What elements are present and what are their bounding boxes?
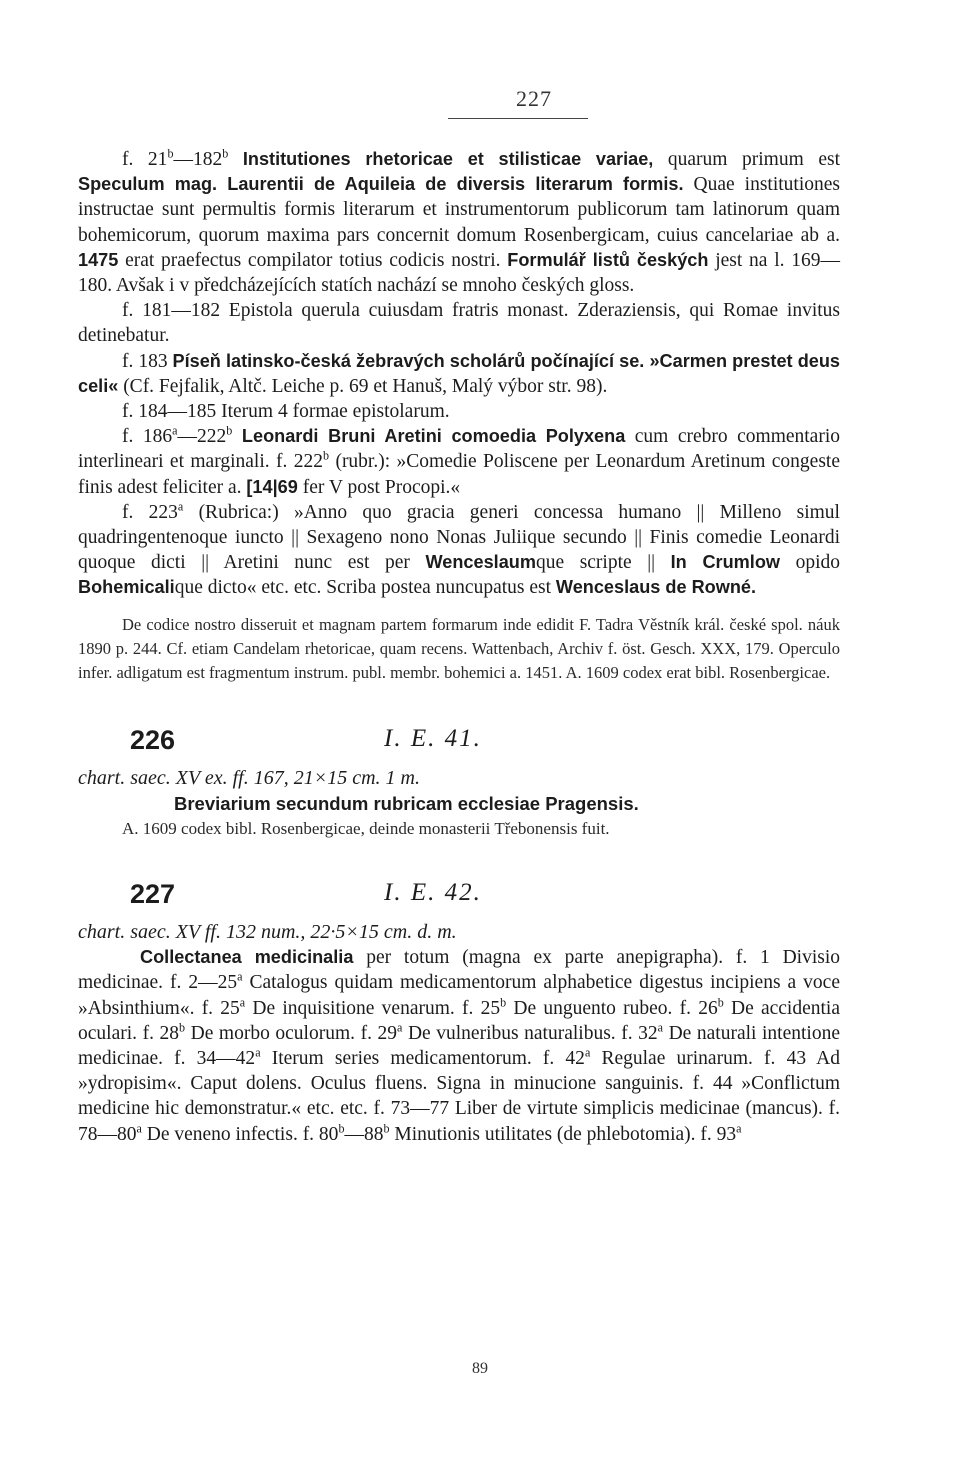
page-number: 89 [472, 1360, 488, 1377]
entry-number: 227 [130, 879, 176, 910]
paragraph-polyxena: f. 186$^a$—222$^b$ Leonardi Bruni Aretini comoedia Polyxena cum crebro commentario interlineari et marginali. f. 222$^b$ (rubr.): »Comedie Poliscene per Leonardum Aretinum congeste finis adest feliciter a. [14|69 fer V post Procopi.« [78, 423, 840, 498]
running-head: 227 [516, 86, 552, 111]
paragraph-institutiones: f. 21$^b$—182$^b$ Institutiones rhetoricae et stilisticae variae, quarum primum est Speculum mag. Laurentii de Aquileia de diversis literarum formis. Quae institutiones instructae sunt permultis formis literarum et instrumentorum publicorum tam latinorum quam bohemicorum, quorum maxima pars concernit domum Rosenbergicam, cuius cancelariae ab a. 1475 erat praefectus compilator totius codicis nostri. Formulář listů českých jest na l. 169—180. Avšak i v předcházejících statích nachází se mnoho českých gloss. [78, 146, 841, 297]
entry-227-content: Collectanea medicinalia per totum (magna ex parte anepigrapha). f. 1 Divisio medicinae. f. 2—25$^a$ Catalogus quidam medicamentorum alphabetice digestus incipiens a voce »Absinthium«. f. 25$^a$ De inquisitione venarum. f. 25$^b$ De unguento rubeo. f. 26$^b$ De accidentia oculari. f. 28$^b$ De morbo oculorum. f. 29$^a$ De vulneribus naturalibus. f. 32$^a$ De naturali intentione medicinae. f. 34—42$^a$ Iterum series medicamentorum. f. 42$^a$ Regulae urinarum. f. 43 Ad »ydropisim«. Caput dolens. Oculus fluens. Signa in minucione sanguinis. f. 44 »Conflictum medicine hic demonstratur.« etc. etc. f. 73—77 Liber de virtute simplicis medicinae (mancus). f. 78—80$^a$ De veneno infectis. f. 80$^b$—88$^b$ Minutionis utilitates (de phlebotomia). f. 93$^a$ [78, 947, 840, 1145]
paragraph-rubrica: f. 223$^a$ (Rubrica:) »Anno quo gracia generi concessa humano || Milleno simul quadringentenoque iuncto || Sexageno nono Nonas Juliique secundo || Finis comedie Leonardi quoque dicti || Aretini nunc est per Wenceslaumque scripte || In Crumlow opido Bohemicalique dicto« etc. etc. Scriba postea nuncupatus est Wenceslaus de Rowné. [78, 499, 840, 599]
entry-description: chart. saec. XV ex. ff. 167, 21×15 cm. 1 m. [78, 767, 420, 790]
entry-227-header [78, 879, 840, 919]
entry-number: 226 [130, 725, 176, 756]
entry-signature: I. E. 42. [384, 879, 482, 907]
entry-226-header [78, 725, 840, 765]
bibliographic-note: De codice nostro disseruit et magnam partem formarum inde edidit F. Tadra Věstník král. české spol. náuk 1890 p. 244. Cf. etiam Candelam rhetoricae, quam recens. Wattenbach, Archiv f. öst. Gesch. XXX, 179. Operculo infer. adligatum est fragmentum instrum. publ. membr. bohemici a. 1451. A. 1609 codex erat bibl. Rosenbergicae. [78, 614, 840, 683]
page-body [78, 86, 840, 1147]
paragraph-epistola: f. 181—182 Epistola querula cuiusdam fratris monast. Zderaziensis, qui Romae invitus detinebatur. [78, 300, 840, 347]
entry-signature: I. E. 41. [384, 725, 482, 753]
paragraph-pisen: f. 183 Píseň latinsko-česká žebravých scholárů počínající se. »Carmen prestet deus celi« (Cf. Fejfalik, Altč. Leiche p. 69 et Hanuš, Malý výbor str. 98). [78, 350, 840, 397]
entry-description: chart. saec. XV ff. 132 num., 22·5×15 cm. d. m. [78, 921, 457, 944]
entry-title: Collectanea medicinalia [140, 947, 354, 968]
entry-title: Breviarium secundum rubricam ecclesiae Pragensis. [174, 793, 639, 815]
entry-note: A. 1609 codex bibl. Rosenbergicae, deinde monasterii Třebonensis fuit. [122, 819, 610, 839]
paragraph-iterum: f. 184—185 Iterum 4 formae epistolarum. [122, 401, 450, 423]
